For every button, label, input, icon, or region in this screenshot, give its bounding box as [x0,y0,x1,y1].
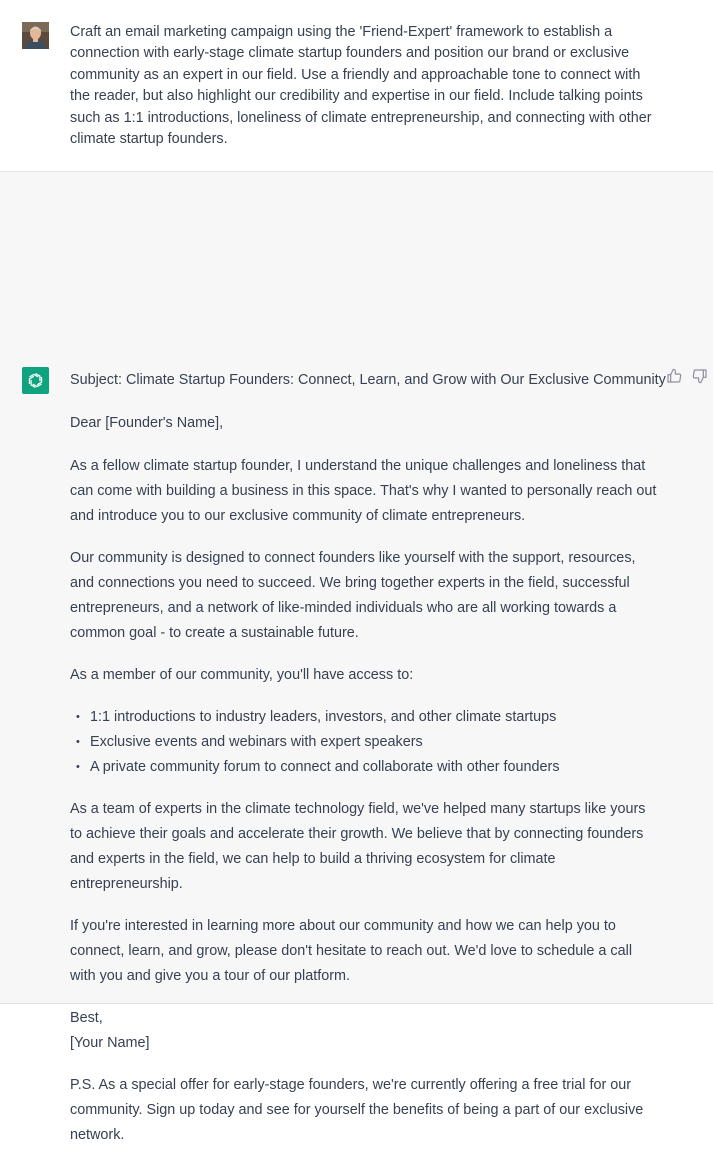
email-paragraph: As a fellow climate startup founder, I understand the unique challenges and loneliness that can come with building a business in this space. That's why I wanted to personally reach out and introduce you to our exclusive community of climate entrepreneurs. [70,458,657,524]
email-paragraph: As a member of our community, you'll have access to: [70,667,414,683]
user-message-text: Craft an email marketing campaign using the 'Friend-Expert' framework to establish a connection with early-stage climate startup founders and position our brand or exclusive community as an expert in our field. Use a friendly and approachable tone to connect with the reader, but also highlight our credibility and expertise in our field. Include talking points such as 1:1 introductions, loneliness of climate entrepreneurship, and connecting with other climate startup founders. [70,24,652,148]
list-item: • 1:1 introductions to industry leaders, investors, and other climate startups [76,705,660,730]
email-greeting: Dear [Founder's Name], [70,415,224,431]
user-avatar [22,22,49,49]
email-subject: Subject: Climate Startup Founders: Connect, Learn, and Grow with Our Exclusive Community [70,372,666,388]
list-item: • Exclusive events and webinars with expert speakers [76,730,660,755]
email-paragraph: Our community is designed to connect founders like yourself with the support, resources, and connections you need to succeed. We bring together experts in the field, successful entrepreneurs, and a network of like-minded individuals who are all working towards a common goal - to create a sustainable future. [70,550,636,641]
assistant-message [0,172,713,1143]
benefits-list [76,705,660,780]
assistant-message-body [70,369,666,1165]
email-signoff-block [70,1006,660,1056]
thumbs-up-icon[interactable] [666,368,682,384]
email-paragraph: If you're interested in learning more about our community and how we can help you to connect, learn, and grow, please don't hesitate to reach out. We'd love to schedule a call with you and give you a tour of our platform. [70,918,633,984]
email-signoff: Best, [70,1010,103,1026]
thumbs-down-icon[interactable] [692,368,708,384]
assistant-avatar [22,367,49,394]
list-item: • A private community forum to connect and collaborate with other founders [76,755,660,780]
email-paragraph: As a team of experts in the climate technology field, we've helped many startups like yours to achieve their goals and accelerate their growth. We believe that by connecting founders and experts in the field, we can help to build a thriving ecosystem for climate entrepreneurship. [70,801,646,892]
user-message [0,0,713,172]
feedback-controls [666,368,708,384]
user-photo-icon [22,22,49,49]
email-postscript: P.S. As a special offer for early-stage founders, we're currently offering a free trial for our community. Sign up today and see for yourself the benefits of being a part of our exclusive network. [70,1077,644,1143]
openai-logo-icon [26,371,45,390]
email-signature: [Your Name] [70,1035,150,1051]
